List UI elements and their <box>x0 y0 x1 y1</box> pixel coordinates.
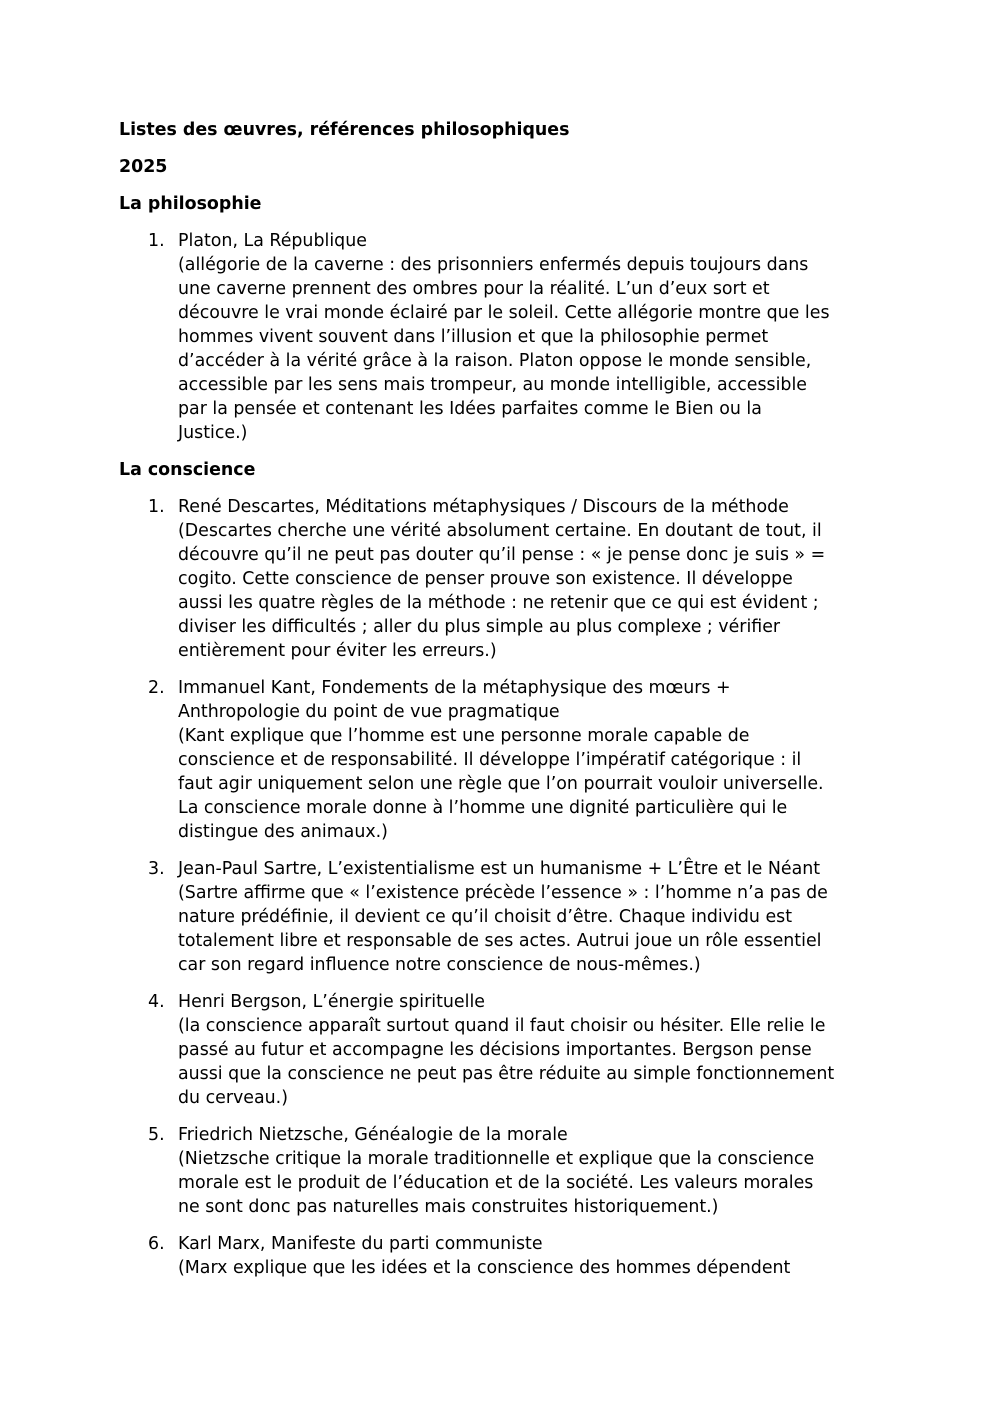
work-reference: Henri Bergson, L’énergie spirituelle <box>178 992 485 1012</box>
list-item <box>119 857 879 977</box>
work-reference: Anthropologie du point de vue pragmatique <box>178 702 560 722</box>
list-item-number: 1. <box>148 231 165 251</box>
work-summary-line: passé au futur et accompagne les décisions importantes. Bergson pense <box>178 1040 812 1060</box>
work-reference: Immanuel Kant, Fondements de la métaphysique des mœurs + <box>178 678 731 698</box>
work-summary-line: La conscience morale donne à l’homme une dignité particulière qui le <box>178 798 788 818</box>
list-item-number: 1. <box>148 497 165 517</box>
work-summary-line: (Nietzsche critique la morale traditionnelle et explique que la conscience <box>178 1149 815 1169</box>
work-summary-line: (Marx explique que les idées et la conscience des hommes dépendent <box>178 1258 791 1278</box>
work-summary-line: Justice.) <box>178 423 248 443</box>
work-summary-line: aussi les quatre règles de la méthode : ne retenir que ce qui est évident ; <box>178 593 819 613</box>
work-summary-line: (allégorie de la caverne : des prisonniers enfermés depuis toujours dans <box>178 255 809 275</box>
work-summary-line: (Descartes cherche une vérité absolument certaine. En doutant de tout, il <box>178 521 822 541</box>
work-summary-line: découvre le vrai monde éclairé par le soleil. Cette allégorie montre que les <box>178 303 830 323</box>
work-summary-line: entièrement pour éviter les erreurs.) <box>178 641 497 661</box>
list-item <box>119 990 879 1110</box>
work-summary-line: une caverne prennent des ombres pour la réalité. L’un d’eux sort et <box>178 279 770 299</box>
work-reference: Jean-Paul Sartre, L’existentialisme est un humanisme + L’Être et le Néant <box>178 859 821 879</box>
document-year: 2025 <box>119 157 168 177</box>
work-summary-line: totalement libre et responsable de ses actes. Autrui joue un rôle essentiel <box>178 931 822 951</box>
work-reference: René Descartes, Méditations métaphysiques / Discours de la méthode <box>178 497 789 517</box>
work-summary-line: morale est le produit de l’éducation et de la société. Les valeurs morales <box>178 1173 814 1193</box>
work-summary-line: faut agir uniquement selon une règle que l’on pourrait vouloir universelle. <box>178 774 824 794</box>
work-summary-line: distingue des animaux.) <box>178 822 388 842</box>
section-heading-philosophie: La philosophie <box>119 194 262 214</box>
work-summary-line: d’accéder à la vérité grâce à la raison. Platon oppose le monde sensible, <box>178 351 812 371</box>
list-item-number: 6. <box>148 1234 165 1254</box>
list-item-number: 3. <box>148 859 165 879</box>
work-summary-line: diviser les difficultés ; aller du plus simple au plus complexe ; vérifier <box>178 617 781 637</box>
list-item-number: 5. <box>148 1125 165 1145</box>
work-summary-line: (la conscience apparaît surtout quand il faut choisir ou hésiter. Elle relie le <box>178 1016 826 1036</box>
list-item <box>119 1232 879 1280</box>
list-item <box>119 495 879 663</box>
work-summary-line: car son regard influence notre conscience de nous-mêmes.) <box>178 955 701 975</box>
list-item <box>119 229 879 445</box>
work-reference: Platon, La République <box>178 231 367 251</box>
work-summary-line: nature prédéfinie, il devient ce qu’il choisit d’être. Chaque individu est <box>178 907 793 927</box>
work-reference: Karl Marx, Manifeste du parti communiste <box>178 1234 543 1254</box>
work-summary-line: aussi que la conscience ne peut pas être réduite au simple fonctionnement <box>178 1064 835 1084</box>
work-summary-line: (Kant explique que l’homme est une personne morale capable de <box>178 726 750 746</box>
work-summary-line: ne sont donc pas naturelles mais construites historiquement.) <box>178 1197 719 1217</box>
section-heading-conscience: La conscience <box>119 460 256 480</box>
work-summary-line: découvre qu’il ne peut pas douter qu’il pense : « je pense donc je suis » = <box>178 545 826 565</box>
work-summary-line: du cerveau.) <box>178 1088 288 1108</box>
work-summary-line: par la pensée et contenant les Idées parfaites comme le Bien ou la <box>178 399 762 419</box>
list-item-number: 2. <box>148 678 165 698</box>
works-list-philosophie <box>119 229 879 445</box>
work-reference: Friedrich Nietzsche, Généalogie de la morale <box>178 1125 568 1145</box>
work-summary-line: cogito. Cette conscience de penser prouve son existence. Il développe <box>178 569 793 589</box>
list-item <box>119 1123 879 1219</box>
document-title: Listes des œuvres, références philosophiques <box>119 120 570 140</box>
list-item-number: 4. <box>148 992 165 1012</box>
work-summary-line: hommes vivent souvent dans l’illusion et que la philosophie permet <box>178 327 769 347</box>
work-summary-line: conscience et de responsabilité. Il développe l’impératif catégorique : il <box>178 750 802 770</box>
document-page <box>119 118 879 1293</box>
works-list-conscience <box>119 495 879 1280</box>
work-summary-line: (Sartre affirme que « l’existence précède l’essence » : l’homme n’a pas de <box>178 883 828 903</box>
list-item <box>119 676 879 844</box>
work-summary-line: accessible par les sens mais trompeur, au monde intelligible, accessible <box>178 375 807 395</box>
